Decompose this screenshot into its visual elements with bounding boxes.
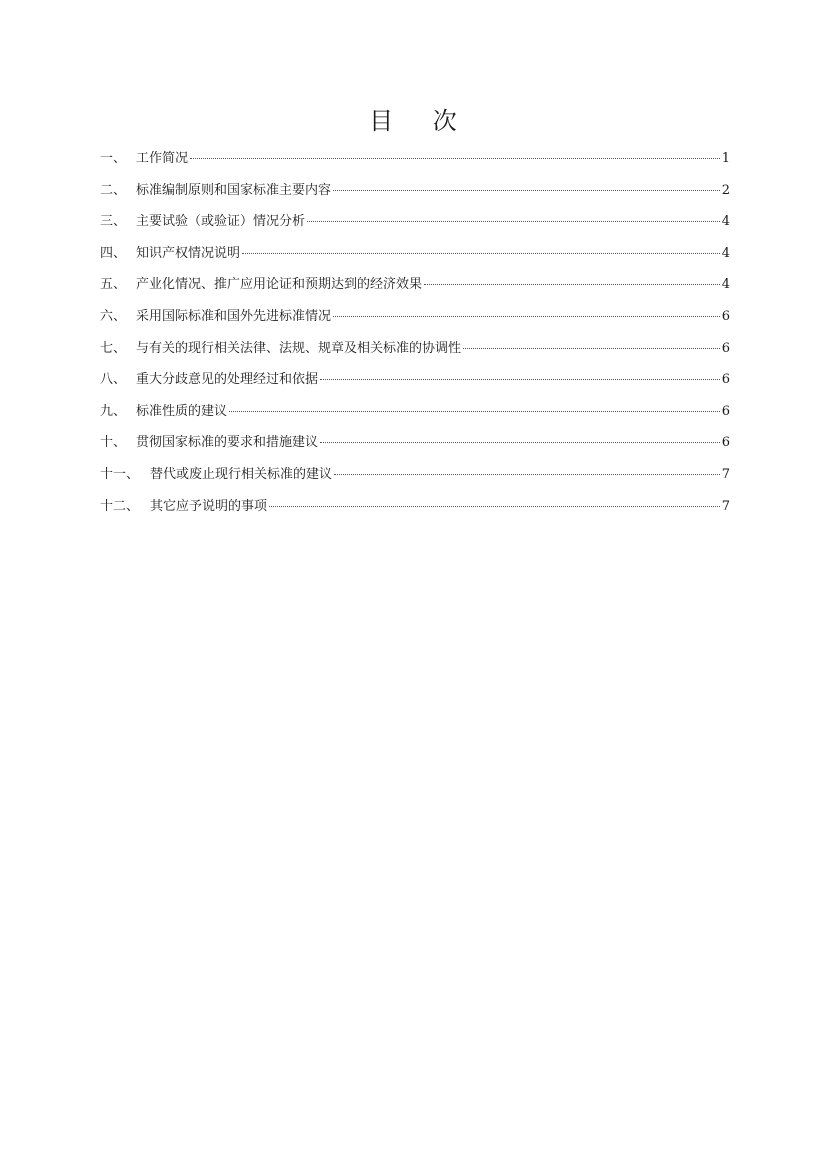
toc-entry-number: 七、 [100,340,127,356]
toc-entry-text: 其它应予说明的事项 [150,498,268,514]
toc-entry-text: 与有关的现行相关法律、法规、规章及相关标准的协调性 [136,340,462,356]
toc-entry-page: 4 [721,277,730,293]
toc-leader-dots [463,348,720,349]
toc-entry-text: 标准性质的建议 [136,403,228,419]
toc-leader-dots [242,253,720,254]
toc-leader-dots [269,506,720,507]
toc-entry-10[interactable] [100,432,730,464]
toc-leader-dots [320,379,720,380]
toc-entry-7[interactable] [100,338,730,370]
toc-leader-dots [333,190,720,191]
toc-entry-3[interactable] [100,211,730,243]
toc-entry-page: 6 [721,435,730,451]
toc-entry-number: 十一、 [100,466,140,482]
toc-entry-2[interactable] [100,180,730,212]
toc-entry-page: 6 [721,372,730,388]
toc-leader-dots [333,316,720,317]
toc-entry-page: 6 [721,340,730,356]
toc-entry-page: 6 [721,308,730,324]
toc-leader-dots [190,158,720,159]
toc-entry-number: 二、 [100,182,127,198]
toc-entry-text: 重大分歧意见的处理经过和依据 [136,372,319,388]
toc-entry-page: 2 [721,182,730,198]
toc-entry-1[interactable] [100,148,730,180]
toc-entry-number: 三、 [100,214,127,230]
toc-leader-dots [334,474,720,475]
toc-entry-text: 贯彻国家标准的要求和措施建议 [136,435,319,451]
toc-entry-number: 一、 [100,151,127,166]
toc-entry-number: 九、 [100,403,127,419]
toc-entry-number: 十二、 [100,498,140,514]
toc-title: 目 次 [369,107,473,135]
toc-entry-number: 六、 [100,308,127,324]
toc-list [100,148,730,527]
toc-entry-text: 替代或废止现行相关标准的建议 [150,466,333,482]
toc-leader-dots [424,284,720,285]
toc-entry-8[interactable] [100,369,730,401]
toc-leader-dots [320,442,720,443]
toc-entry-number: 五、 [100,277,127,293]
toc-entry-page: 7 [721,498,730,514]
toc-leader-dots [229,411,720,412]
toc-entry-text: 标准编制原则和国家标准主要内容 [136,182,332,198]
toc-entry-text: 工作简况 [136,151,189,166]
toc-leader-dots [307,221,720,222]
toc-entry-page: 1 [721,151,730,166]
toc-entry-page: 4 [721,214,730,230]
toc-entry-number: 八、 [100,372,127,388]
toc-entry-9[interactable] [100,401,730,433]
toc-entry-text: 采用国际标准和国外先进标准情况 [136,308,332,324]
toc-entry-text: 主要试验（或验证）情况分析 [136,214,306,230]
toc-entry-11[interactable] [100,464,730,496]
toc-entry-12[interactable] [100,496,730,528]
toc-entry-number: 十、 [100,435,127,451]
toc-entry-page: 6 [721,403,730,419]
toc-entry-number: 四、 [100,245,127,261]
toc-entry-5[interactable] [100,274,730,306]
toc-entry-4[interactable] [100,243,730,275]
toc-entry-page: 7 [721,466,730,482]
toc-entry-text: 知识产权情况说明 [136,245,241,261]
toc-entry-text: 产业化情况、推广应用论证和预期达到的经济效果 [136,277,423,293]
toc-entry-6[interactable] [100,306,730,338]
toc-entry-page: 4 [721,245,730,261]
